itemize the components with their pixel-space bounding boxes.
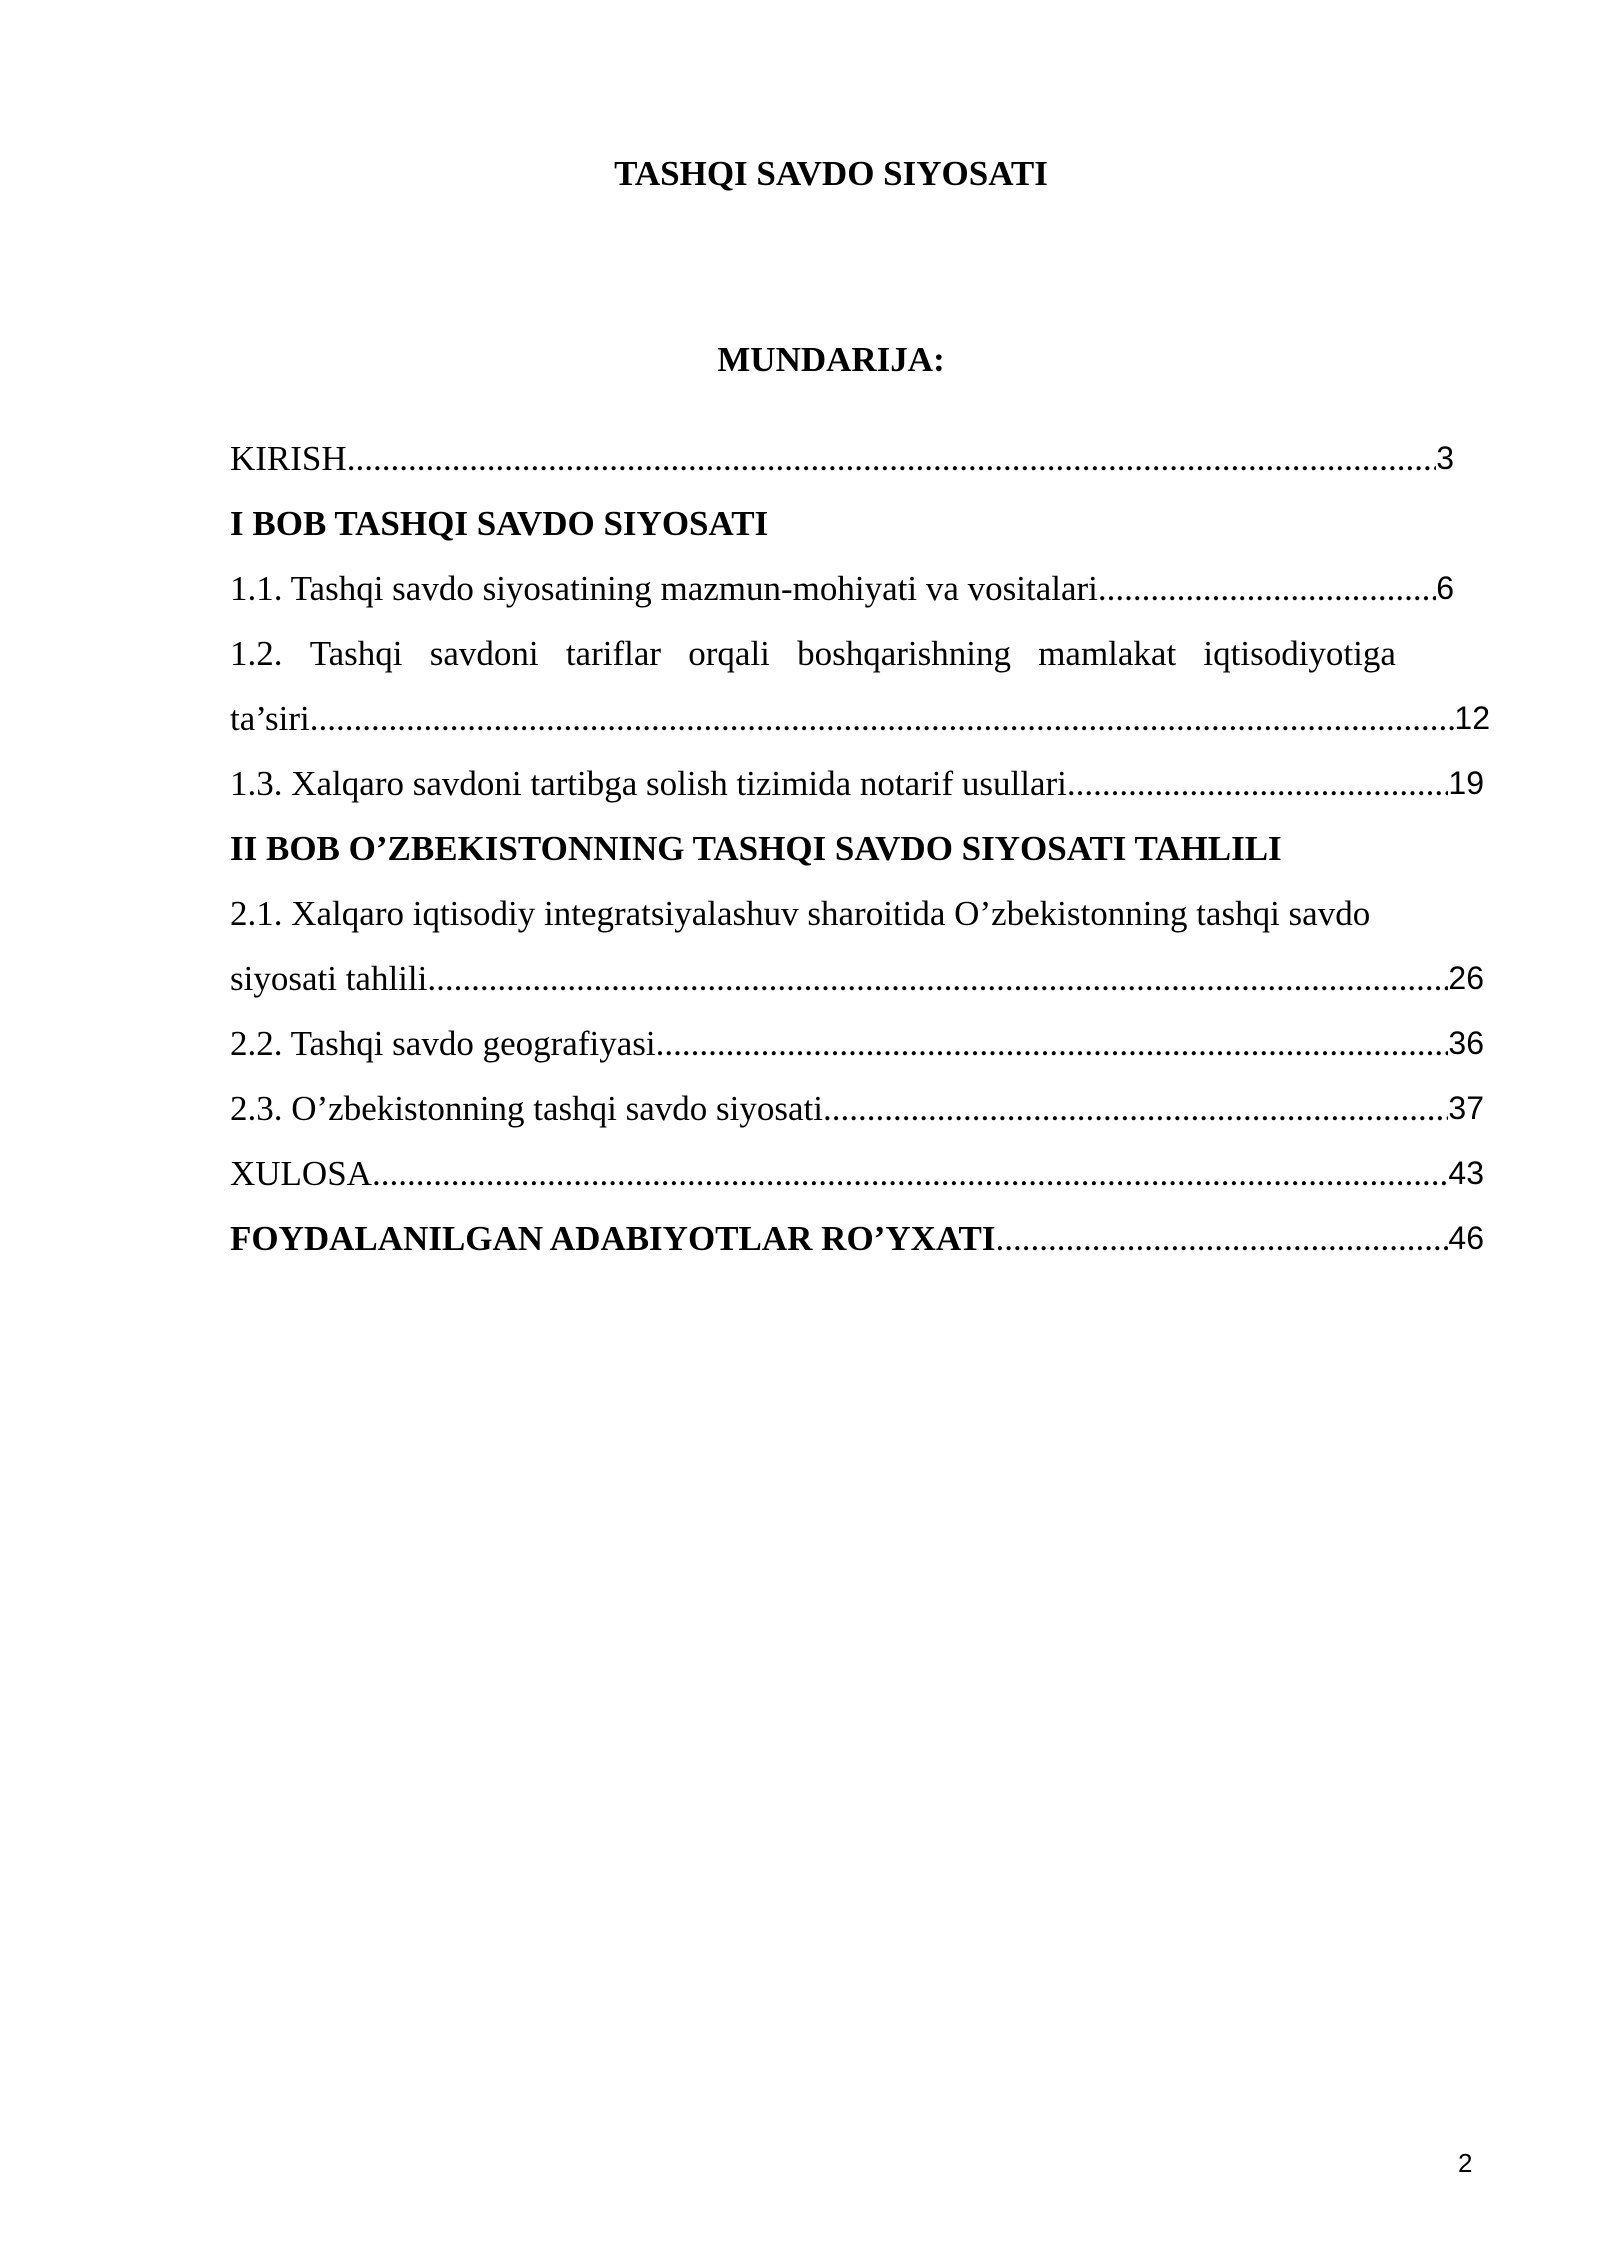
toc-entry-2-1-line1[interactable] bbox=[230, 881, 1490, 946]
toc-entry-2-1-line2[interactable] bbox=[230, 946, 1484, 1011]
toc-chapter-label: I BOB TASHQI SAVDO SIYOSATI bbox=[230, 503, 769, 543]
toc-word: boshqarishning bbox=[797, 633, 1011, 673]
dot-leader bbox=[656, 1024, 1449, 1064]
dot-leader bbox=[1098, 569, 1436, 609]
toc-page-number: 12 bbox=[1454, 700, 1490, 736]
dot-leader bbox=[347, 439, 1437, 479]
toc-entry-label: 2.2. Tashqi savdo geografiyasi bbox=[230, 1023, 656, 1063]
document-title: TASHQI SAVDO SIYOSATI bbox=[614, 154, 1048, 193]
toc-page-number: 19 bbox=[1448, 765, 1484, 801]
toc-chapter-1[interactable] bbox=[230, 491, 1490, 556]
toc-page-number: 43 bbox=[1448, 1155, 1484, 1191]
toc-word: mamlakat bbox=[1038, 633, 1177, 673]
toc-page-number: 37 bbox=[1448, 1090, 1484, 1126]
toc-entry-1-2-line1[interactable] bbox=[230, 621, 1396, 686]
toc-entry-adabiyotlar[interactable] bbox=[230, 1206, 1484, 1271]
toc-word: savdoni bbox=[429, 633, 539, 673]
toc-entry-xulosa[interactable] bbox=[230, 1141, 1484, 1206]
toc-entry-label: ta’siri bbox=[230, 698, 310, 738]
toc-heading: MUNDARIJA: bbox=[717, 340, 945, 379]
toc-page-number: 46 bbox=[1448, 1220, 1484, 1256]
toc-word: tariflar bbox=[565, 633, 662, 673]
toc-entry-label: 2.3. O’zbekistonning tashqi savdo siyosati bbox=[230, 1088, 824, 1128]
dot-leader bbox=[1067, 764, 1448, 804]
toc-entry-label: 1.1. Tashqi savdo siyosatining mazmun-mohiyati va vositalari bbox=[230, 568, 1098, 608]
toc-page-number: 3 bbox=[1436, 440, 1454, 476]
toc-entry-label: 2.1. Xalqaro iqtisodiy integratsiyalashuv sharoitida O’zbekistonning tashqi savdo bbox=[230, 893, 1371, 933]
dot-leader bbox=[996, 1219, 1449, 1259]
toc-entry-1-3[interactable] bbox=[230, 751, 1484, 816]
toc-entry-1-1[interactable] bbox=[230, 556, 1454, 621]
toc-page-number: 26 bbox=[1448, 960, 1484, 996]
toc-entry-label: 1.3. Xalqaro savdoni tartibga solish tizimida notarif usullari bbox=[230, 763, 1067, 803]
page-number: 2 bbox=[1458, 2148, 1473, 2178]
toc-word: 1.2. bbox=[230, 633, 283, 673]
toc-word: iqtisodiyotiga bbox=[1203, 633, 1396, 673]
toc-page-number: 36 bbox=[1448, 1025, 1484, 1061]
toc-entry-label: KIRISH bbox=[230, 438, 347, 478]
toc-entry-2-3[interactable] bbox=[230, 1076, 1484, 1141]
toc-word: Tashqi bbox=[309, 633, 403, 673]
toc-entry-label: XULOSA bbox=[230, 1153, 372, 1193]
toc-word: orqali bbox=[688, 633, 770, 673]
toc-chapter-label: II BOB O’ZBEKISTONNING TASHQI SAVDO SIYOSATI TAHLILI bbox=[230, 828, 1282, 868]
toc-entry-label: siyosati tahlili bbox=[230, 958, 428, 998]
toc-entry-2-2[interactable] bbox=[230, 1011, 1484, 1076]
dot-leader bbox=[427, 959, 1448, 999]
table-of-contents bbox=[230, 426, 1490, 1271]
toc-entry-label: FOYDALANILGAN ADABIYOTLAR RO’YXATI bbox=[230, 1218, 996, 1258]
dot-leader bbox=[310, 699, 1455, 739]
toc-chapter-2[interactable] bbox=[230, 816, 1490, 881]
dot-leader bbox=[823, 1089, 1448, 1129]
toc-entry-kirish[interactable] bbox=[230, 426, 1454, 491]
toc-entry-1-2-line2[interactable] bbox=[230, 686, 1490, 751]
dot-leader bbox=[372, 1154, 1448, 1194]
toc-page-number: 6 bbox=[1436, 570, 1454, 606]
